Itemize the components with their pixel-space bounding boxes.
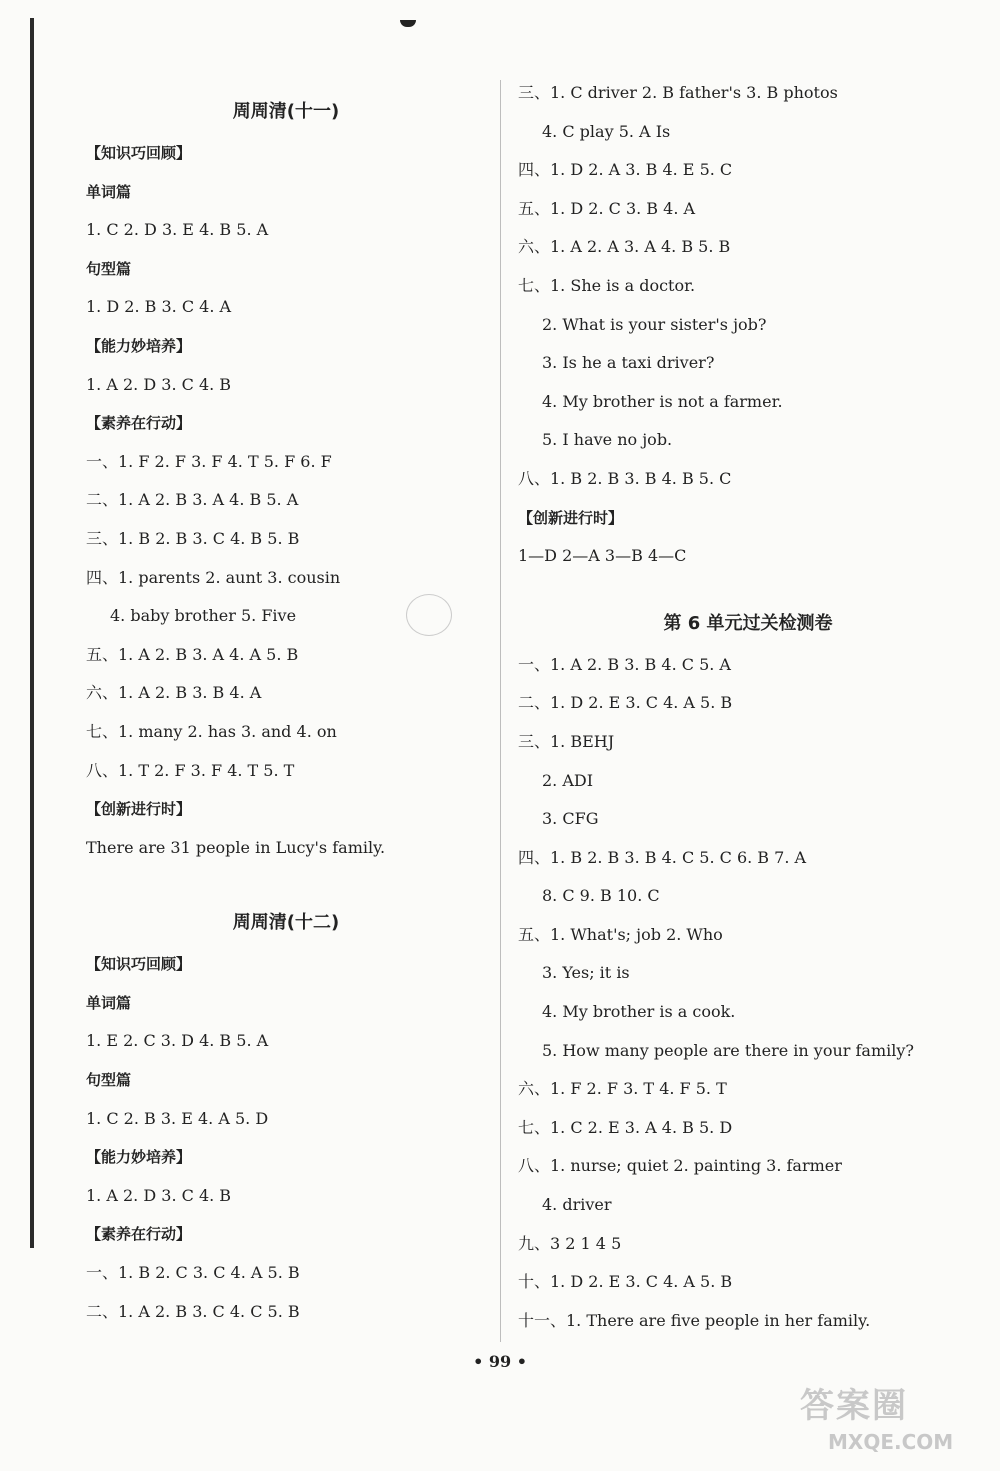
answer-line: 八、1. T 2. F 3. F 4. T 5. T bbox=[86, 760, 295, 780]
answer-line: 四、1. parents 2. aunt 3. cousin bbox=[86, 567, 341, 587]
section-heading: 【创新进行时】 bbox=[518, 508, 624, 527]
answer-line: 五、1. A 2. B 3. A 4. A 5. B bbox=[86, 644, 299, 664]
sub-heading: 单词篇 bbox=[86, 993, 132, 1012]
right-column bbox=[518, 74, 978, 1340]
answer-line: 8. C 9. B 10. C bbox=[542, 886, 660, 906]
answer-line: 二、1. A 2. B 3. A 4. B 5. A bbox=[86, 490, 299, 510]
answer-line: 一、1. A 2. B 3. B 4. C 5. A bbox=[518, 654, 731, 674]
section-heading: 【素养在行动】 bbox=[86, 414, 192, 433]
section-title: 周周清(十二) bbox=[232, 912, 340, 934]
answer-line: 4. My brother is not a farmer. bbox=[542, 391, 783, 411]
section-heading: 【能力妙培养】 bbox=[86, 336, 192, 355]
section-title: 周周清(十一) bbox=[232, 101, 340, 122]
answer-line: 1. C 2. D 3. E 4. B 5. A bbox=[86, 220, 269, 240]
page-number: • 99 • bbox=[473, 1352, 527, 1371]
answer-line: 1. D 2. B 3. C 4. A bbox=[86, 297, 232, 317]
answer-line: 2. What is your sister's job? bbox=[542, 314, 767, 334]
answer-line: 五、1. What's; job 2. Who bbox=[518, 924, 723, 944]
answer-line: 九、3 2 1 4 5 bbox=[518, 1233, 622, 1253]
answer-line: 四、1. D 2. A 3. B 4. E 5. C bbox=[518, 160, 733, 180]
answer-line: 二、1. D 2. E 3. C 4. A 5. B bbox=[518, 693, 733, 713]
answer-line: 十一、1. There are five people in her family. bbox=[518, 1310, 871, 1330]
answer-line: 4. driver bbox=[542, 1195, 612, 1215]
answer-line: There are 31 people in Lucy's family. bbox=[86, 837, 386, 857]
section-heading: 【创新进行时】 bbox=[86, 800, 192, 819]
section-heading: 【素养在行动】 bbox=[86, 1225, 192, 1244]
section-heading: 【知识巧回顾】 bbox=[86, 144, 192, 162]
answer-line: 七、1. She is a doctor. bbox=[518, 275, 696, 295]
section-heading: 【能力妙培养】 bbox=[86, 1148, 192, 1167]
answer-line: 十、1. D 2. E 3. C 4. A 5. B bbox=[518, 1272, 733, 1292]
answer-line: 5. I have no job. bbox=[542, 430, 673, 450]
sub-heading: 句型篇 bbox=[86, 259, 132, 278]
answer-line: 三、1. C driver 2. B father's 3. B photos bbox=[518, 83, 838, 102]
answer-line: 三、1. BEHJ bbox=[518, 731, 615, 751]
section-title: 第 6 单元过关检测卷 bbox=[663, 612, 833, 634]
watermark-url: MXQE.COM bbox=[828, 1430, 954, 1454]
left-column bbox=[86, 90, 486, 1331]
answer-line: 1—D 2—A 3—B 4—C bbox=[518, 546, 687, 566]
answer-line: 3. Is he a taxi driver? bbox=[542, 353, 715, 373]
section-heading: 【知识巧回顾】 bbox=[86, 955, 192, 974]
answer-line: 1. A 2. D 3. C 4. B bbox=[86, 1185, 232, 1205]
answer-line: 八、1. nurse; quiet 2. painting 3. farmer bbox=[518, 1156, 842, 1176]
answer-line: 七、1. many 2. has 3. and 4. on bbox=[86, 721, 337, 741]
answer-line: 六、1. F 2. F 3. T 4. F 5. T bbox=[518, 1079, 727, 1099]
binding-edge bbox=[30, 18, 34, 1248]
answer-line: 4. baby brother 5. Five bbox=[110, 606, 297, 626]
answer-line: 七、1. C 2. E 3. A 4. B 5. D bbox=[518, 1117, 733, 1137]
answer-line: 3. Yes; it is bbox=[542, 963, 630, 983]
answer-line: 1. A 2. D 3. C 4. B bbox=[86, 374, 232, 394]
answer-line: 四、1. B 2. B 3. B 4. C 5. C 6. B 7. A bbox=[518, 847, 807, 867]
answer-line: 二、1. A 2. B 3. C 4. C 5. B bbox=[86, 1301, 300, 1321]
column-divider bbox=[500, 80, 501, 1342]
sub-heading: 单词篇 bbox=[86, 182, 132, 201]
top-mark bbox=[400, 20, 416, 27]
answer-line: 六、1. A 2. B 3. B 4. A bbox=[86, 683, 262, 703]
answer-line: 4. My brother is a cook. bbox=[542, 1002, 736, 1022]
answer-line: 1. E 2. C 3. D 4. B 5. A bbox=[86, 1031, 269, 1051]
answer-line: 一、1. B 2. C 3. C 4. A 5. B bbox=[86, 1263, 300, 1283]
answer-line: 5. How many people are there in your family? bbox=[542, 1040, 914, 1060]
answer-line: 3. CFG bbox=[542, 809, 599, 829]
answer-line: 五、1. D 2. C 3. B 4. A bbox=[518, 198, 696, 218]
answer-line: 三、1. B 2. B 3. C 4. B 5. B bbox=[86, 528, 300, 548]
answer-line: 八、1. B 2. B 3. B 4. B 5. C bbox=[518, 468, 732, 488]
answer-line: 1. C 2. B 3. E 4. A 5. D bbox=[86, 1108, 269, 1128]
answer-line: 2. ADI bbox=[542, 770, 594, 790]
answer-line: 六、1. A 2. A 3. A 4. B 5. B bbox=[518, 237, 731, 257]
watermark: 答案圈 bbox=[800, 1386, 908, 1426]
answer-line: 4. C play 5. A Is bbox=[542, 121, 671, 141]
answer-line: 一、1. F 2. F 3. F 4. T 5. F 6. F bbox=[86, 451, 332, 471]
sub-heading: 句型篇 bbox=[86, 1071, 132, 1090]
